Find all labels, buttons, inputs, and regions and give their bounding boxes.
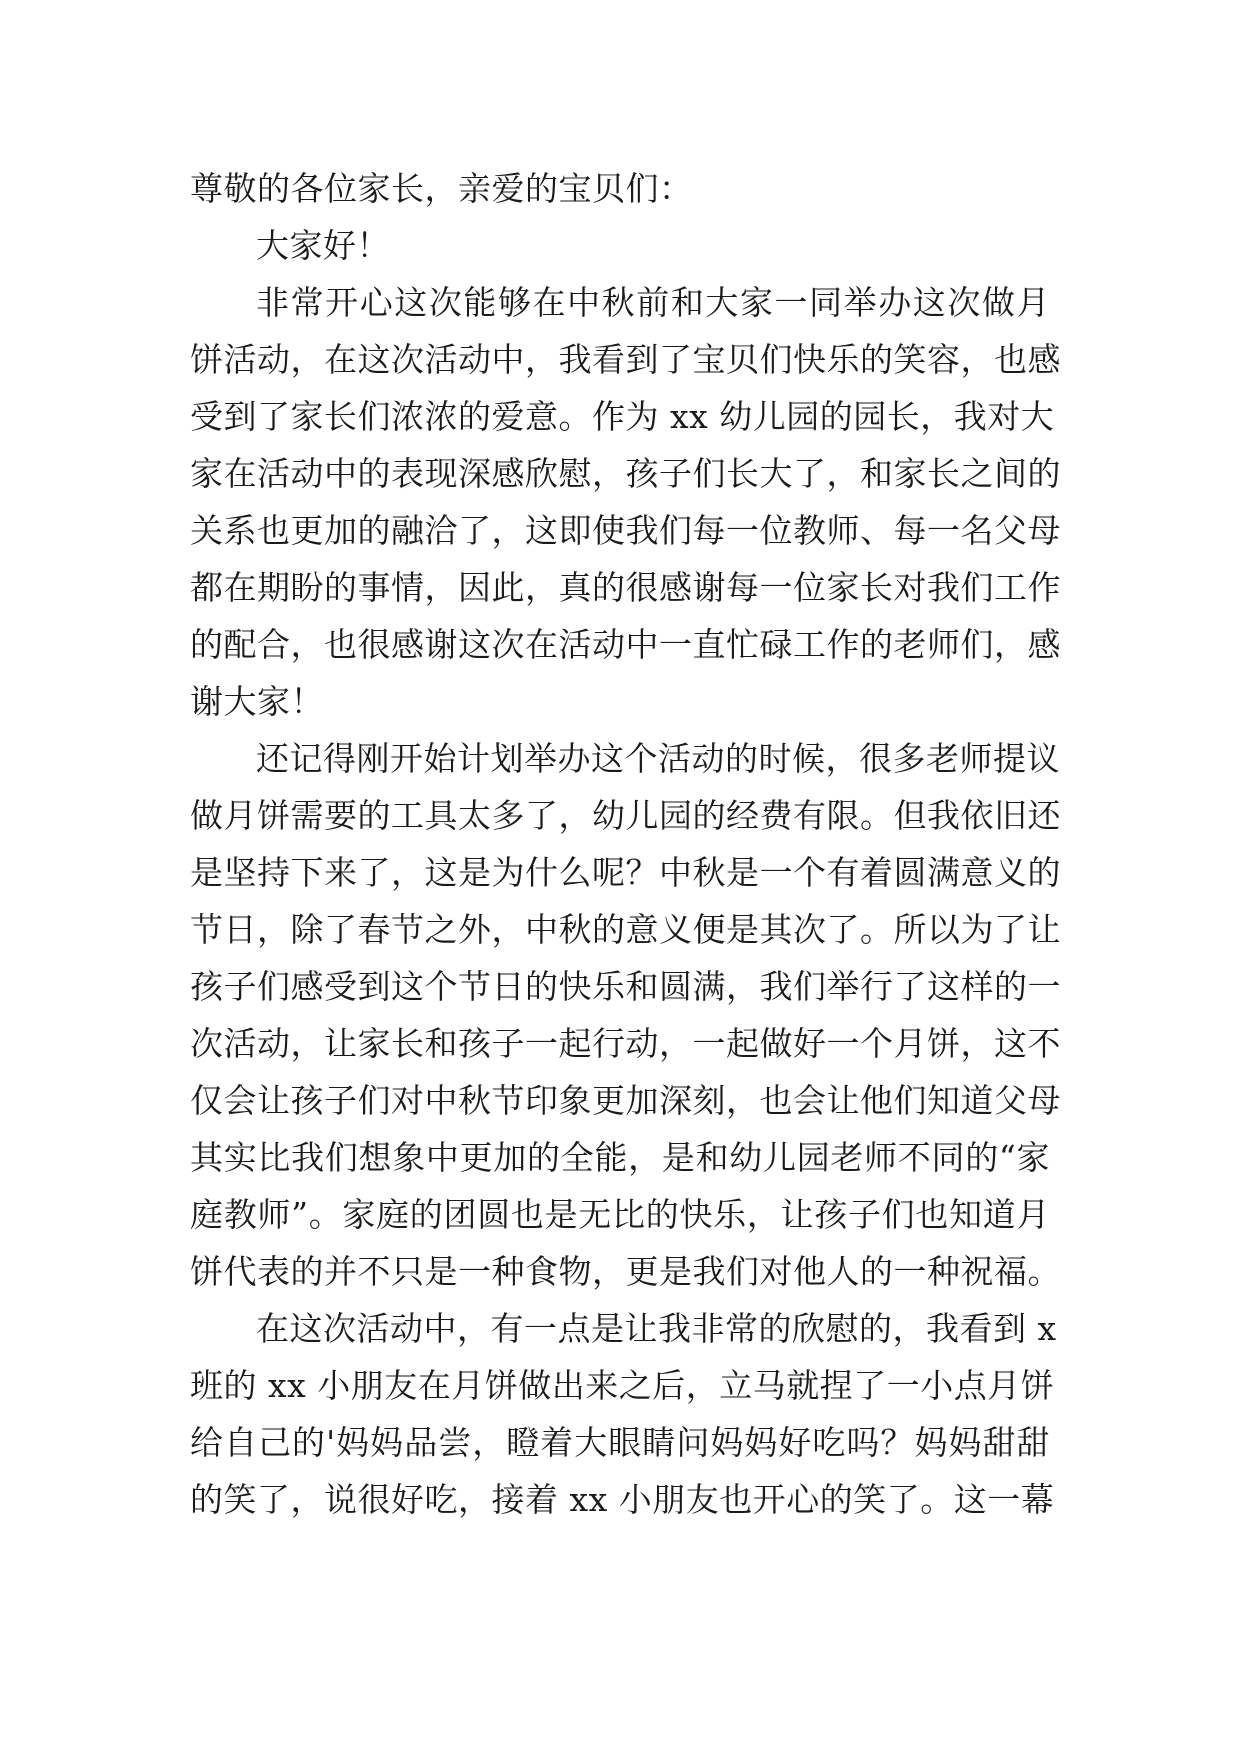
paragraph-3-line: 班的 xx 小朋友在月饼做出来之后，立马就捏了一小点月饼 xyxy=(190,1366,1055,1405)
paragraph-2-line: 孩子们感受到这个节日的快乐和圆满，我们举行了这样的一 xyxy=(190,967,1061,1006)
paragraph-1-line: 家在活动中的表现深感欣慰，孩子们长大了，和家长之间的 xyxy=(190,454,1061,493)
salutation: 尊敬的各位家长，亲爱的宝贝们： xyxy=(190,169,693,208)
paragraph-1-line: 受到了家长们浓浓的爱意。作为 xx 幼儿园的园长，我对大 xyxy=(190,397,1055,436)
paragraph-2-line: 节日，除了春节之外，中秋的意义便是其次了。所以为了让 xyxy=(190,910,1061,949)
greeting: 大家好！ xyxy=(256,226,390,265)
paragraph-1-line: 的配合，也很感谢这次在活动中一直忙碌工作的老师们，感 xyxy=(190,625,1061,664)
paragraph-2-line: 是坚持下来了，这是为什么呢？中秋是一个有着圆满意义的 xyxy=(190,853,1061,892)
paragraph-2-line: 做月饼需要的工具太多了，幼儿园的经费有限。但我依旧还 xyxy=(190,796,1061,835)
paragraph-1-line: 饼活动，在这次活动中，我看到了宝贝们快乐的笑容，也感 xyxy=(190,340,1061,379)
paragraph-1-line: 关系也更加的融洽了，这即使我们每一位教师、每一名父母 xyxy=(190,511,1061,550)
paragraph-1-line: 非常开心这次能够在中秋前和大家一同举办这次做月 xyxy=(256,283,1050,322)
paragraph-2-line: 其实比我们想象中更加的全能，是和幼儿园老师不同的“家 xyxy=(190,1138,1050,1177)
paragraph-3-line: 在这次活动中，有一点是让我非常的欣慰的，我看到 x xyxy=(256,1309,1057,1348)
paragraph-3-line: 的笑了，说很好吃，接着 xx 小朋友也开心的笑了。这一幕 xyxy=(190,1480,1055,1519)
paragraph-2-line: 次活动，让家长和孩子一起行动，一起做好一个月饼，这不 xyxy=(190,1024,1061,1063)
paragraph-3-line: 给自己的'妈妈品尝，瞪着大眼睛问妈妈好吃吗？妈妈甜甜 xyxy=(190,1423,1050,1462)
paragraph-1-line: 谢大家！ xyxy=(190,682,324,721)
paragraph-2-line: 饼代表的并不只是一种食物，更是我们对他人的一种祝福。 xyxy=(190,1252,1061,1291)
paragraph-2-line: 庭教师”。家庭的团圆也是无比的快乐，让孩子们也知道月 xyxy=(190,1195,1050,1234)
paragraph-2-line: 还记得刚开始计划举办这个活动的时候，很多老师提议 xyxy=(256,739,1060,778)
document-body xyxy=(190,160,1061,1528)
paragraph-1-line: 都在期盼的事情，因此，真的很感谢每一位家长对我们工作 xyxy=(190,568,1061,607)
paragraph-2-line: 仅会让孩子们对中秋节印象更加深刻，也会让他们知道父母 xyxy=(190,1081,1061,1120)
